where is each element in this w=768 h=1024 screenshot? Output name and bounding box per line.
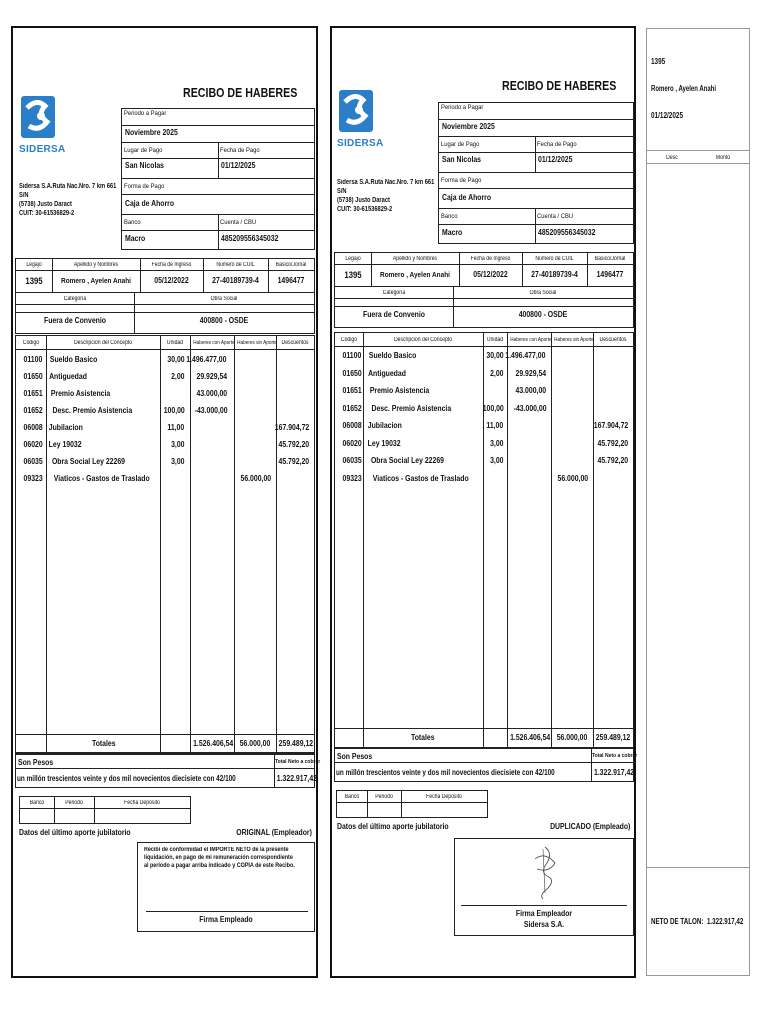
cuenta-value: 485209556345032 xyxy=(538,228,596,237)
deposit-table: Banco Periodo Fecha Deposito xyxy=(19,796,191,824)
talon xyxy=(646,28,750,976)
fecha-ingreso-value: 05/12/2022 xyxy=(154,276,189,285)
lugar-pago-value: San Nicolas xyxy=(442,155,482,164)
table-row: 01100 Sueldo Basico 30,00 1.496.477,00 xyxy=(23,355,227,364)
employee-block: Legajo Apellido y Nombres Fecha de Ingreso Número de CUIL Basico/Jornal 1395 Romero , Ayelen Anahi 05/12/2022 27-40189739-4 1496477 Categoría Obra Social Fuera de Convenio 400800 - OSDE xyxy=(334,252,634,328)
forma-pago-value: Caja de Ahorro xyxy=(442,193,492,202)
periodo-value: Noviembre 2025 xyxy=(442,122,495,131)
sidersa-logo-icon xyxy=(337,88,377,136)
table-row: 01651 Premio Asistencia 43.000,00 xyxy=(342,386,547,395)
son-pesos-text: un millón trescientos veinte y dos mil novecientos diecisiete con 42/100 xyxy=(336,768,555,777)
employer-address: Sidersa S.A.Ruta Nac.Nro. 7 km 661 S/N (5738) Justo Daract CUIT: 30-61536829-2 xyxy=(19,183,117,217)
obra-social-value: 400800 - OSDE xyxy=(518,310,568,319)
sidersa-logo xyxy=(19,94,66,156)
son-pesos-block: Son Pesos Total Neto a cobrar un millón trescientos veinte y dos mil novecientos diecisiete con 42/100 1.322.917,42 xyxy=(334,748,634,782)
table-row: 06020 Ley 19032 3,00 45.792,20 xyxy=(342,438,629,448)
concepts-table: Código Descripcion del Concepto Unidad Haberes con Aporte Haberes sin Aporte Descuentos 01100 Sueldo Basico 30,00 1.496.477,00 01650 Antiguedad 2,00 29.929,54 01651 Premio Asistencia 43.000,00 01652 Desc. Premio Asistencia 100,00 -43.000,00 06008 Jubilacion 11,00 167.904,72 06020 Ley 19032 3,00 45.792,20 06035 Obra Social Ley 22269 3,00 45.792,20 09323 Viaticos - Gastos de Traslado 56.000,00 xyxy=(334,332,634,748)
employer-address: Sidersa S.A.Ruta Nac.Nro. 7 km 661 S/N (5738) Justo Daract CUIT: 30-61536829-2 xyxy=(337,179,435,213)
nombre-value: Romero , Ayelen Anahi xyxy=(380,270,450,279)
total-hab-sin: 56.000,00 xyxy=(556,733,588,742)
fecha-ingreso-value: 05/12/2022 xyxy=(473,270,508,279)
son-pesos-block: Son Pesos Total Neto a cobrar un millón trescientos veinte y dos mil novecientos diecisiete con 42/100 1.322.917,42 xyxy=(15,754,315,788)
deposit-table: Banco Periodo Fecha Deposito xyxy=(336,790,488,818)
conformidad-text: Recibí de conformidad el IMPORTE NETO de la presente liquidación, en pago de mi remuneración correspondiente al período a pagar arriba indicado y COPIA de este Recibo. xyxy=(144,847,295,869)
neto-value: 1.322.917,42 xyxy=(593,768,635,777)
periodo-value: Noviembre 2025 xyxy=(125,128,178,137)
neto-value: 1.322.917,42 xyxy=(276,774,317,783)
copy-label: DUPLICADO (Empleado) xyxy=(549,822,630,831)
fecha-pago-value: 01/12/2025 xyxy=(221,161,256,170)
nombre-value: Romero , Ayelen Anahi xyxy=(61,276,131,285)
signature-icon xyxy=(525,843,565,901)
payment-block: Periodo a Pagar Noviembre 2025 Lugar de Pago Fecha de Pago San Nicolas 01/12/2025 Forma de Pago Caja de Ahorro Banco Cuenta / CBU Macro 485209556345032 xyxy=(121,108,315,250)
table-row: 01652 Desc. Premio Asistencia 100,00 -43.000,00 xyxy=(342,403,547,413)
table-row: 01650 Antiguedad 2,00 29.929,54 xyxy=(342,368,547,378)
total-descuentos: 259.489,12 xyxy=(595,733,631,742)
totals-row: Totales 1.526.406,54 56.000,00 259.489,12 xyxy=(15,734,315,754)
legajo-value: 1395 xyxy=(344,270,362,280)
brand-name: SIDERSA xyxy=(19,144,66,155)
fecha-pago-value: 01/12/2025 xyxy=(538,155,573,164)
table-row: 06008 Jubilacion 11,00 167.904,72 xyxy=(342,421,629,430)
obra-social-value: 400800 - OSDE xyxy=(199,316,249,325)
total-hab-sin: 56.000,00 xyxy=(239,739,271,748)
talon-neto: NETO DE TALON: 1.322.917,42 xyxy=(651,917,744,926)
table-row: 06035 Obra Social Ley 22269 3,00 45.792,20 xyxy=(23,457,310,466)
employee-block: Legajo Apellido y Nombres Fecha de Ingreso Número de CUIL Basico/Jornal 1395 Romero , Ayelen Anahi 05/12/2022 27-40189739-4 1496477 Categoría Obra Social Fuera de Convenio 400800 - OSDE xyxy=(15,258,315,334)
receipt-duplicado: SIDERSA Sidersa S.A.Ruta Nac.Nro. 7 km 661 S/N (5738) Justo Daract CUIT: 30-61536829-2 RECIBO DE HABERES Periodo a Pagar Noviembre 2025 Lugar de Pago Fecha de Pago San Nicolas 01/12/2025 Forma de Pago Caja de Ahorro Banco Cuenta / CBU Macro 485209556345032 Legajo Apellido y Nombres Fecha de Ingreso Número de CUIL Basico/Jornal 1395 Romero , Ayelen Anahi 05/12/2022 27-40189739-4 1496477 Categoría Obra Social Fuera de Convenio 400800 - OSDE Código Descripcion del Concepto Unidad Haberes con Aporte Haberes sin Aporte Descuentos 01100 Sueldo Basico 30,00 1.496.477,00 01650 Antiguedad 2,00 29.929,54 01651 Premio Asistencia 43.000,00 01652 Desc. Premio Asistencia 100,00 -43.000,00 06008 Jubilacion 11,00 167.904,72 06020 Ley 19032 3,00 45.792,20 06035 Obra Social Ley 22269 3,00 45.792,20 09323 Viaticos - Gastos de Traslado 56.000,00 Totales 1.526.406,54 56.000,00 259.489,12 Son Pesos Total Neto a cobrar un millón trescientos veinte y dos mil novecientos diecisiete con 42/100 1.322.917,42 Banco Periodo Fecha Deposito Datos del último aporte jubilatorio DUPLICADO (Empleado) Firma Empleador Sidersa S.A. xyxy=(330,26,636,978)
talon-nombre: Romero , Ayelen Anahi xyxy=(651,84,717,93)
legajo-value: 1395 xyxy=(25,276,43,286)
forma-pago-value: Caja de Ahorro xyxy=(125,199,175,208)
table-row: 01650 Antiguedad 2,00 29.929,54 xyxy=(23,372,228,381)
employer-signature-box: Firma Empleador Sidersa S.A. xyxy=(454,838,634,936)
receipt-title: RECIBO DE HABERES xyxy=(502,78,617,93)
son-pesos-text: un millón trescientos veinte y dos mil novecientos diecisiete con 42/100 xyxy=(17,774,236,783)
receipt-title: RECIBO DE HABERES xyxy=(183,85,298,100)
total-hab-con: 1.526.406,54 xyxy=(193,739,234,748)
talon-legajo: 1395 xyxy=(651,57,666,66)
table-row: 06035 Obra Social Ley 22269 3,00 45.792,20 xyxy=(342,456,629,465)
table-row: 06008 Jubilacion 11,00 167.904,72 xyxy=(23,423,310,432)
table-row: 09323 Viaticos - Gastos de Traslado 56.000,00 xyxy=(23,474,272,483)
sidersa-logo xyxy=(337,88,384,150)
total-hab-con: 1.526.406,54 xyxy=(510,733,551,742)
basico-value: 1496477 xyxy=(277,276,305,285)
lugar-pago-value: San Nicolas xyxy=(125,161,165,170)
banco-value: Macro xyxy=(125,234,146,243)
banco-value: Macro xyxy=(442,228,463,237)
categoria-value: Fuera de Convenio xyxy=(363,310,425,319)
copy-label: ORIGINAL (Empleador) xyxy=(236,828,312,837)
total-descuentos: 259.489,12 xyxy=(278,739,314,748)
table-row: 01100 Sueldo Basico 30,00 1.496.477,00 xyxy=(342,351,546,360)
concepts-table: Código Descripcion del Concepto Unidad Haberes con Aporte Haberes sin Aporte Descuentos 01100 Sueldo Basico 30,00 1.496.477,00 01650 Antiguedad 2,00 29.929,54 01651 Premio Asistencia 43.000,00 01652 Desc. Premio Asistencia 100,00 -43.000,00 06008 Jubilacion 11,00 167.904,72 06020 Ley 19032 3,00 45.792,20 06035 Obra Social Ley 22269 3,00 45.792,20 09323 Viaticos - Gastos de Traslado 56.000,00 xyxy=(15,335,315,753)
talon-fecha: 01/12/2025 xyxy=(651,111,684,120)
sidersa-logo-icon xyxy=(19,94,59,142)
table-row: 01652 Desc. Premio Asistencia 100,00 -43.000,00 xyxy=(23,406,228,415)
categoria-value: Fuera de Convenio xyxy=(44,316,106,325)
basico-value: 1496477 xyxy=(596,270,624,279)
table-row: 01651 Premio Asistencia 43.000,00 xyxy=(23,389,228,398)
signature-box: Recibí de conformidad el IMPORTE NETO de la presente liquidación, en pago de mi remuneración correspondiente al período a pagar arriba indicado y COPIA de este Recibo. Firma Empleado xyxy=(137,842,315,932)
totals-row: Totales 1.526.406,54 56.000,00 259.489,12 xyxy=(334,728,634,748)
table-row: 09323 Viaticos - Gastos de Traslado 56.000,00 xyxy=(342,473,589,483)
talon-header: Desc Monto xyxy=(647,150,749,164)
receipt-original: SIDERSA Sidersa S.A.Ruta Nac.Nro. 7 km 661 S/N (5738) Justo Daract CUIT: 30-61536829-2 RECIBO DE HABERES Periodo a Pagar Noviembre 2025 Lugar de Pago Fecha de Pago San Nicolas 01/12/2025 Forma de Pago Caja de Ahorro Banco Cuenta / CBU Macro 485209556345032 Legajo Apellido y Nombres Fecha de Ingreso Número de CUIL Basico/Jornal 1395 Romero , Ayelen Anahi 05/12/2022 27-40189739-4 1496477 Categoría Obra Social Fuera de Convenio 400800 - OSDE Código Descripcion del Concepto Unidad Haberes con Aporte Haberes sin Aporte Descuentos 01100 Sueldo Basico 30,00 1.496.477,00 01650 Antiguedad 2,00 29.929,54 01651 Premio Asistencia 43.000,00 01652 Desc. Premio Asistencia 100,00 -43.000,00 06008 Jubilacion 11,00 167.904,72 06020 Ley 19032 3,00 45.792,20 06035 Obra Social Ley 22269 3,00 45.792,20 09323 Viaticos - Gastos de Traslado 56.000,00 Totales 1.526.406,54 56.000,00 259.489,12 Son Pesos Total Neto a cobrar un millón trescientos veinte y dos mil novecientos diecisiete con 42/100 1.322.917,42 Banco Periodo Fecha Deposito Datos del último aporte jubilatorio ORIGINAL (Empleador) Recibí de conformidad el IMPORTE NETO de la presente liquidación, en pago de mi remuneración correspondiente al período a pagar arriba indicado y COPIA de este Recibo. Firma Empleado xyxy=(11,26,318,978)
table-row: 06020 Ley 19032 3,00 45.792,20 xyxy=(23,440,310,449)
payment-block: Periodo a Pagar Noviembre 2025 Lugar de Pago Fecha de Pago San Nicolas 01/12/2025 Forma de Pago Caja de Ahorro Banco Cuenta / CBU Macro 485209556345032 xyxy=(438,102,634,244)
cuil-value: 27-40189739-4 xyxy=(531,270,578,279)
brand-name: SIDERSA xyxy=(337,138,384,149)
cuil-value: 27-40189739-4 xyxy=(212,276,259,285)
cuenta-value: 485209556345032 xyxy=(221,234,279,243)
